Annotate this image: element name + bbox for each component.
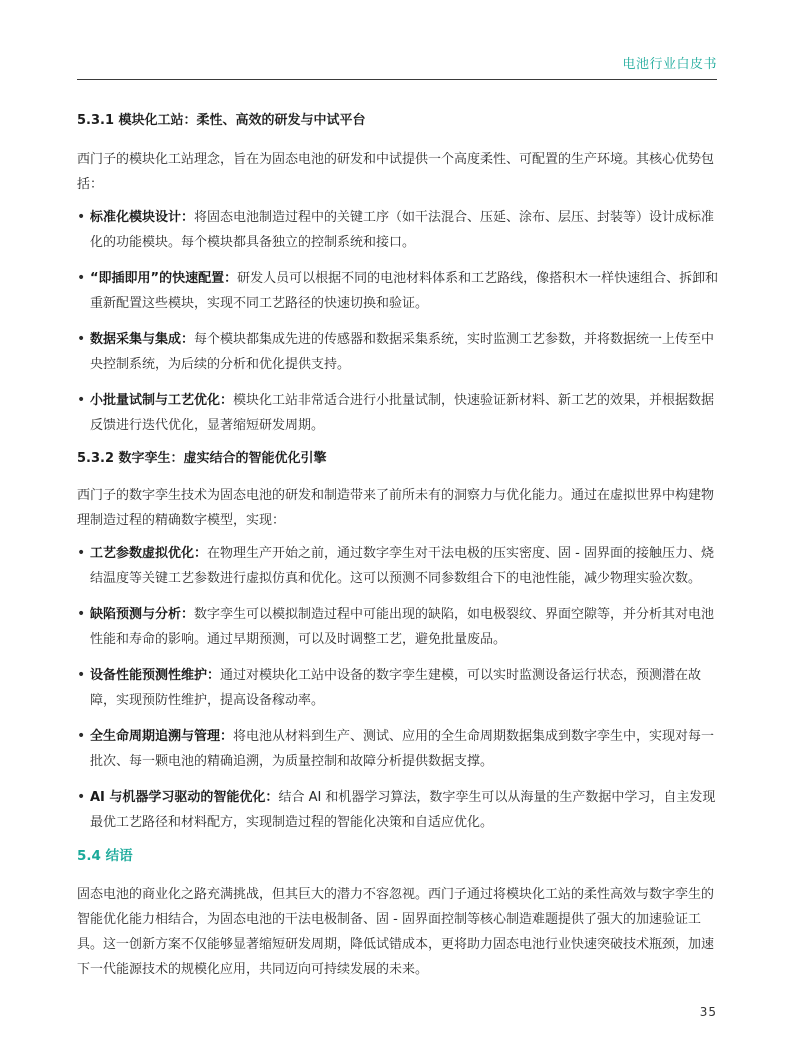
bullet-text: 将固态电池制造过程中的关键工序（如干法混合、压延、涂布、层压、封装等）设计成标准化的功能模块。每个模块都具备独立的控制系统和接口。 [90, 210, 715, 250]
bullet-text: 通过对模块化工站中设备的数字孪生建模，可以实时监测设备运行状态，预测潜在故障，实现预防性维护，提高设备稼动率。 [90, 668, 702, 708]
bullet-term: 缺陷预测与分析： [90, 607, 195, 622]
bullet-text: 研发人员可以根据不同的电池材料体系和工艺路线，像搭积木一样快速组合、拆卸和重新配置这些模块，实现不同工艺路径的快速切换和验证。 [90, 271, 719, 311]
bullet-text: 数字孪生可以模拟制造过程中可能出现的缺陷，如电极裂纹、界面空隙等，并分析其对电池性能和寿命的影响。通过早期预测，可以及时调整工艺，避免批量废品。 [90, 607, 715, 647]
bullet-item [77, 388, 719, 438]
bullet-text: 结合 AI 和机器学习算法，数字孪生可以从海量的生产数据中学习，自主发现最优工艺路径和材料配方，实现制造过程的智能化决策和自适应优化。 [90, 790, 716, 830]
bullet-text: 模块化工站非常适合进行小批量试制，快速验证新材料、新工艺的效果，并根据数据反馈进行迭代优化，显著缩短研发周期。 [90, 393, 715, 433]
page-content [77, 111, 719, 982]
bullet-item [77, 205, 719, 255]
header-divider [77, 79, 717, 80]
section-531-bullets [77, 205, 719, 438]
bullet-term: 全生命周期追溯与管理： [90, 729, 234, 744]
section-532-bullets [77, 541, 719, 835]
bullet-term: “即插即用”的快速配置： [90, 271, 238, 286]
section-54-heading: 5.4 结语 [77, 848, 133, 864]
section-532-intro: 西门子的数字孪生技术为固态电池的研发和制造带来了前所未有的洞察力与优化能力。通过在虚拟世界中构建物理制造过程的精确数字模型，实现： [77, 488, 715, 528]
bullet-term: 标准化模块设计： [90, 210, 195, 225]
bullet-item [77, 327, 719, 377]
section-532-heading: 5.3.2 数字孪生：虚实结合的智能优化引擎 [77, 451, 327, 466]
bullet-term: 数据采集与集成： [90, 332, 195, 347]
bullet-item [77, 785, 719, 835]
bullet-item [77, 663, 719, 713]
bullet-item [77, 602, 719, 652]
page-number: 35 [699, 1005, 717, 1019]
bullet-text: 在物理生产开始之前，通过数字孪生对干法电极的压实密度、固 - 固界面的接触压力、烧结温度等关键工艺参数进行虚拟仿真和优化。这可以预测不同参数组合下的电池性能，减少物理实验次数。 [90, 546, 714, 586]
running-header-title: 电池行业白皮书 [622, 57, 717, 72]
bullet-item [77, 541, 719, 591]
bullet-term: AI 与机器学习驱动的智能优化： [90, 790, 279, 805]
bullet-item [77, 724, 719, 774]
bullet-term: 工艺参数虚拟优化： [90, 546, 208, 561]
section-531-intro: 西门子的模块化工站理念，旨在为固态电池的研发和中试提供一个高度柔性、可配置的生产环境。其核心优势包括： [77, 152, 715, 192]
section-54-body: 固态电池的商业化之路充满挑战，但其巨大的潜力不容忽视。西门子通过将模块化工站的柔性高效与数字孪生的智能优化能力相结合，为固态电池的干法电极制备、固 - 固界面控制等核心制造难题提供了强大的加速验证工具。这一创新方案不仅能够显著缩短研发周期，降低试错成本，更将助力固态电池行业快速突破技术瓶颈，加速下一代能源技术的规模化应用，共同迈向可持续发展的未来。 [77, 887, 715, 977]
bullet-term: 小批量试制与工艺优化： [90, 393, 234, 408]
section-531-heading: 5.3.1 模块化工站：柔性、高效的研发与中试平台 [77, 113, 366, 128]
bullet-item [77, 266, 719, 316]
bullet-text: 每个模块都集成先进的传感器和数据采集系统，实时监测工艺参数，并将数据统一上传至中央控制系统，为后续的分析和优化提供支持。 [90, 332, 715, 372]
bullet-text: 将电池从材料到生产、测试、应用的全生命周期数据集成到数字孪生中，实现对每一批次、每一颗电池的精确追溯，为质量控制和故障分析提供数据支撑。 [90, 729, 715, 769]
bullet-term: 设备性能预测性维护： [90, 668, 221, 683]
